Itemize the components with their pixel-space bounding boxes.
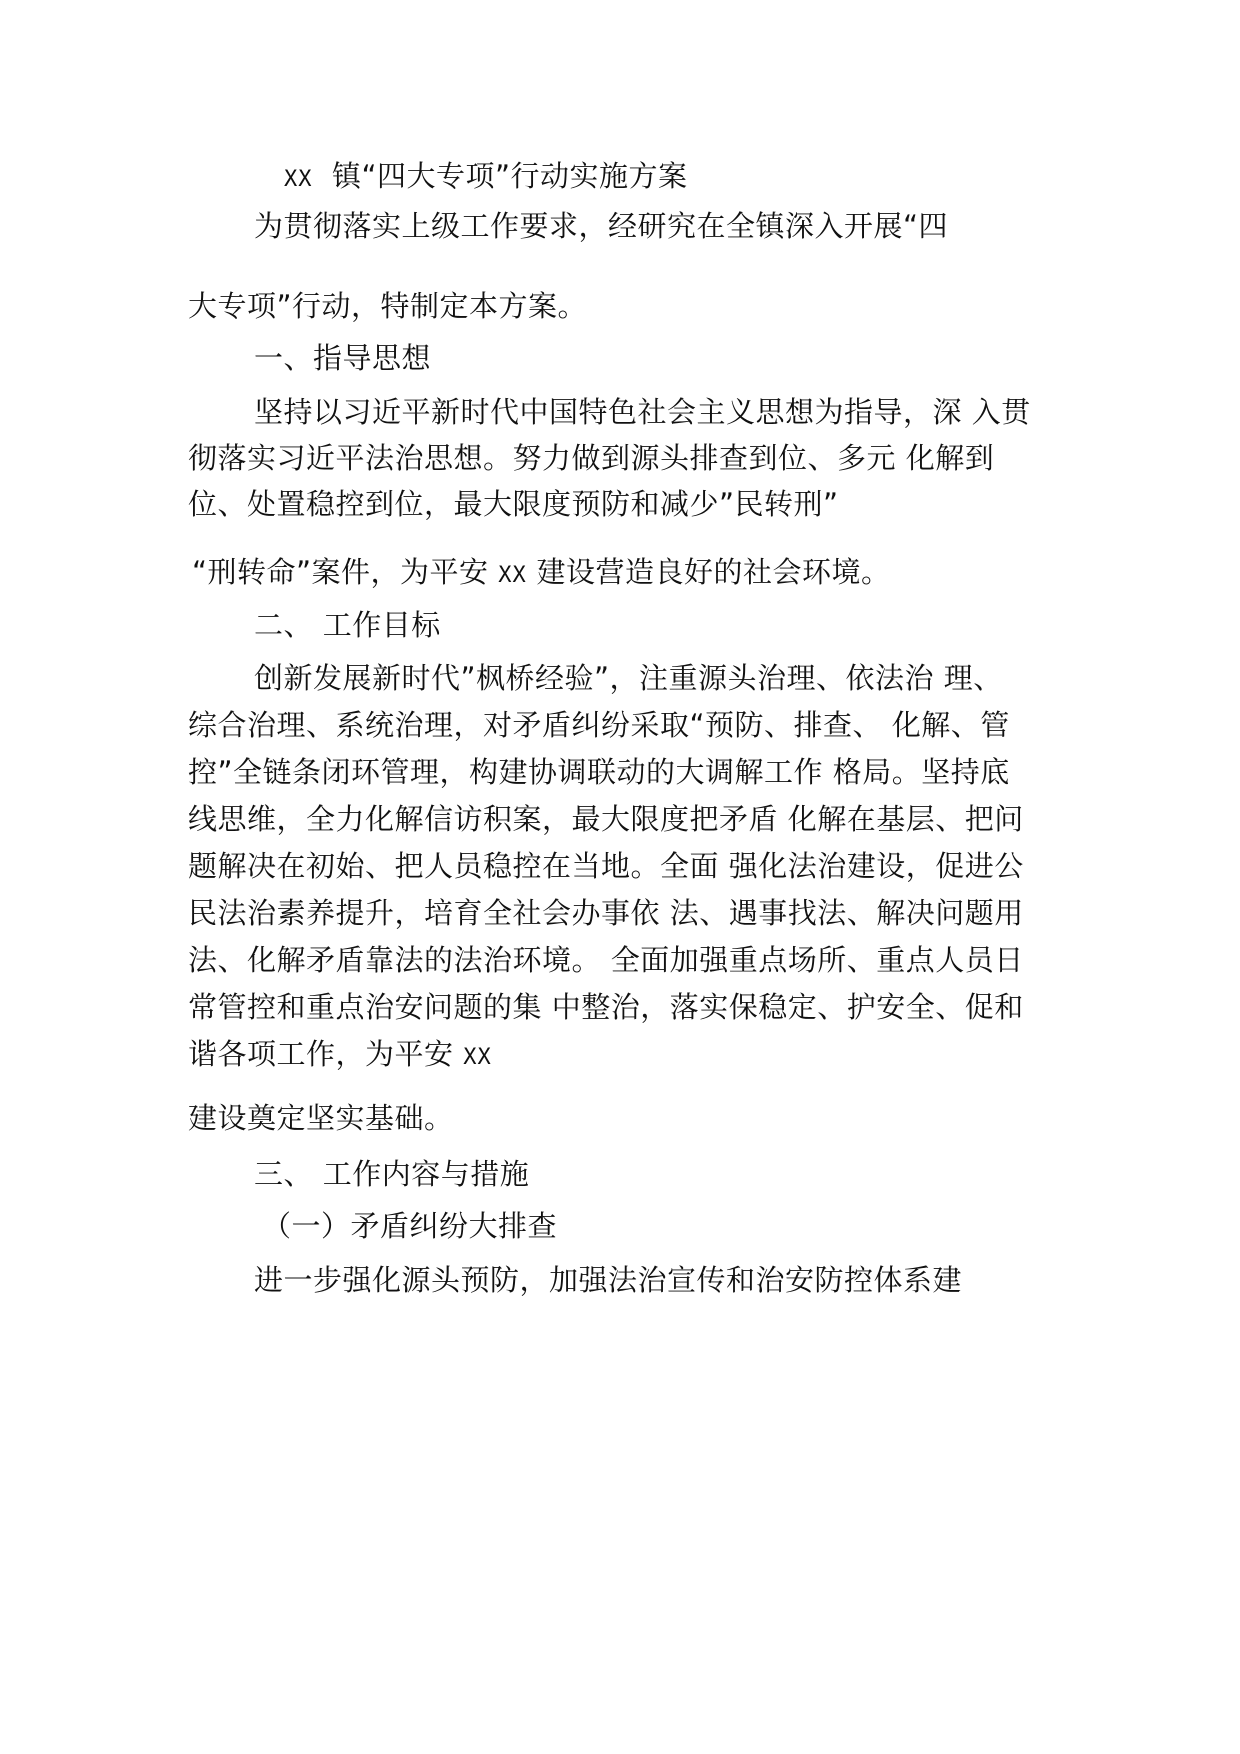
paragraph-text: 建设营造良好的社会环境。 — [536, 555, 891, 589]
section-heading: 二、 工作目标 — [254, 608, 441, 642]
paragraph-line: 进一步强化源头预防，加强法治宣传和治安防控体系建 — [254, 1263, 963, 1297]
place-name: XX — [463, 1045, 492, 1070]
paragraph-line: 位、处置稳控到位，最大限度预防和减少”民转刑” — [188, 487, 839, 521]
paragraph-line: 线思维，全力化解信访积案，最大限度把矛盾 化解在基层、把问 — [188, 802, 1024, 836]
paragraph-line: 彻落实习近平法治思想。努力做到源头排查到位、多元 化解到 — [188, 441, 995, 475]
title-prefix: XX — [284, 167, 313, 192]
section-heading: 一、指导思想 — [254, 341, 432, 375]
paragraph-text: 谐各项工作，为平安 — [188, 1037, 454, 1071]
paragraph-text: “刑转命”案件，为平安 — [192, 555, 489, 589]
place-name: XX — [498, 563, 527, 588]
paragraph-line: 常管控和重点治安问题的集 中整治，落实保稳定、护安全、促和 — [188, 990, 1024, 1024]
document-title — [284, 156, 688, 200]
subsection-heading: （一）矛盾纠纷大排查 — [262, 1209, 558, 1243]
paragraph-line — [192, 552, 891, 596]
section-heading: 三、 工作内容与措施 — [254, 1157, 530, 1191]
paragraph-line: 建设奠定坚实基础。 — [188, 1101, 454, 1135]
paragraph-line: 民法治素养提升，培育全社会办事依 法、遇事找法、解决问题用 — [188, 896, 1024, 930]
paragraph-line: 创新发展新时代”枫桥经验”，注重源头治理、依法治 理、 — [254, 661, 1003, 695]
paragraph-line: 综合治理、系统治理，对矛盾纠纷采取“预防、排查、 化解、管 — [188, 708, 1010, 742]
title-main: 镇“四大专项”行动实施方案 — [331, 159, 688, 193]
intro-line: 大专项”行动，特制定本方案。 — [188, 289, 588, 323]
paragraph-line: 坚持以习近平新时代中国特色社会主义思想为指导，深 入贯 — [254, 395, 1031, 429]
paragraph-line — [188, 1034, 492, 1078]
paragraph-line: 题解决在初始、把人员稳控在当地。全面 强化法治建设，促进公 — [188, 849, 1024, 883]
intro-line: 为贯彻落实上级工作要求，经研究在全镇深入开展“四 — [254, 209, 949, 243]
paragraph-line: 法、化解矛盾靠法的法治环境。 全面加强重点场所、重点人员日 — [188, 943, 1024, 977]
paragraph-line: 控”全链条闭环管理，构建协调联动的大调解工作 格局。坚持底 — [188, 755, 1010, 789]
